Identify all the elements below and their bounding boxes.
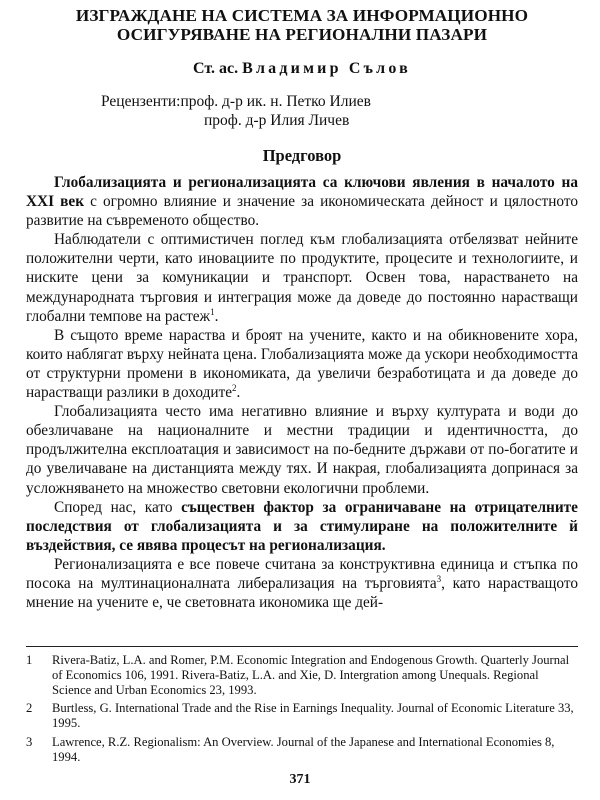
footnote-ref-2[interactable]: 2 <box>232 382 237 393</box>
paragraph-4: Глобализацията често има негативно влияние и върху културата и води до обезличаване на националните и местни традиции и идентичността, до продължителна експлоатация и зависимост на по-бедните държави от по-богатите и до увеличаване на дистанцията между тях. И накрая, глобализацията допринася за усложняването на множество световни екологични проблеми. <box>26 403 578 497</box>
reviewer-line-2: проф. д-р Илия Личев <box>204 112 350 129</box>
body-text <box>26 173 578 612</box>
footnote-1 <box>26 653 578 697</box>
paragraph-6 <box>26 555 578 612</box>
paragraph-2-text: Наблюдатели с оптимистичен поглед към глобализацията отбелязват нейните положителни черти, като иновациите по продуктите, процесите и технологиите, и ниските цени за комуникации и транспорт. Освен това, нарастването на международната търговия и интеграция може да доведе до постоянно нарастващи глобални темпове на растеж <box>26 231 578 325</box>
page-number: 371 <box>289 772 311 787</box>
page-title <box>26 6 578 44</box>
paragraph-6-text: Регионализацията е все повече считана за конструктивна единица и стъпка по посока на мултинационалната либерализация на търговията <box>26 555 578 592</box>
paragraph-3-end: . <box>236 384 241 402</box>
footnote-3 <box>26 735 578 765</box>
footnote-number: 2 <box>26 701 33 716</box>
footnote-ref-3[interactable]: 3 <box>436 573 442 584</box>
paragraph-3 <box>26 326 578 402</box>
paragraph-6-end: , като нарастващото мнение на учените е, че световната икономика ще дей- <box>26 574 578 612</box>
paragraph-2 <box>26 230 578 325</box>
section-heading: Предговор <box>262 146 342 165</box>
footnote-text: Rivera-Batiz, L.A. and Romer, P.M. Economic Integration and Endogenous Growth. Quarterly Journal of Economics 106, 1991. Rivera-Batiz, L.A. and Xie, D. Intergration among Unequals. Regional Science and Urban Economics 23, 1993. <box>52 653 570 697</box>
paragraph-1 <box>26 173 578 230</box>
paragraph-1-rest: с огромно влияние и значение за икономическата дейност и цялостното развитие на съвременото общество. <box>26 193 578 230</box>
author-name: Владимир Сълов <box>242 60 411 77</box>
title-line-1: ИЗГРАЖДАНЕ НА СИСТЕМА ЗА ИНФОРМАЦИОННО <box>75 6 529 25</box>
reviewer-line-1: Рецензенти:проф. д-р ик. н. Петко Илиев <box>101 93 371 110</box>
footnote-text: Lawrence, R.Z. Regionalism: An Overview. Journal of the Japanese and International Economies 8, 1994. <box>52 734 555 764</box>
paragraph-3-text: В същото време нараства и броят на учените, както и на обикновените хора, които наблягат върху нейната цена. Глобализацията може да ускори необходимостта от структурни промени в икономиката, да увеличи безработицата и да доведе до нарастващи разлики в доходите <box>26 326 578 402</box>
reviewers-block <box>101 92 578 130</box>
footnote-2 <box>26 701 578 731</box>
footnotes <box>26 646 578 769</box>
footnote-text: Burtless, G. International Trade and the Rise in Earnings Inequality. Journal of Economic Literature 33, 1995. <box>52 701 574 731</box>
author-prefix: Ст. ас. <box>193 60 239 77</box>
paragraph-2-end: . <box>214 307 219 325</box>
paragraph-5-start: Според нас, като <box>54 498 182 516</box>
paragraph-5 <box>26 498 578 555</box>
paragraph-5-bold: съществен фактор за ограничаване на отрицателните последствия от глобализацията и за стимулиране на положителните й въздействия, се явява процесът на регионализация. <box>26 498 578 554</box>
paragraph-1-bold: Глобализацията и регионализацията са ключови явления в началото на XXI век <box>26 174 578 211</box>
footnote-number: 3 <box>26 734 33 749</box>
author-line <box>26 60 578 78</box>
title-line-2: ОСИГУРЯВАНЕ НА РЕГИОНАЛНИ ПАЗАРИ <box>116 25 488 44</box>
footnote-number: 1 <box>26 653 33 667</box>
footnote-ref-1[interactable]: 1 <box>210 306 215 317</box>
